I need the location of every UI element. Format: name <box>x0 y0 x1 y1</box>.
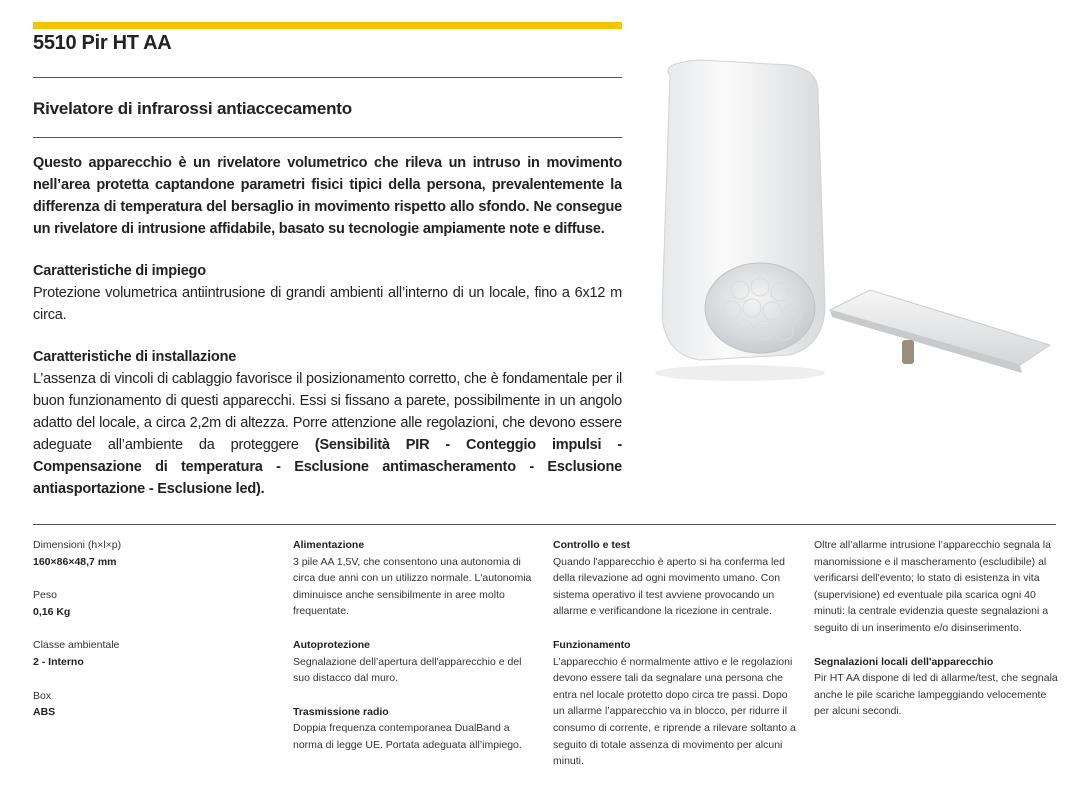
specs-column-operation <box>553 537 798 787</box>
spec-dimensions <box>33 537 278 570</box>
spec-weight <box>33 587 278 620</box>
product-subtitle: Rivelatore di infrarossi antiaccecamento <box>33 99 352 118</box>
spec-title: Segnalazioni locali dell'apparecchio <box>814 655 994 668</box>
specs-divider <box>33 524 1056 525</box>
spec-label: Peso <box>33 589 57 602</box>
spec-label: Box <box>33 689 52 702</box>
section-text: L’assenza di vincoli di cablaggio favorisce il posizionamento corretto, che è fondamentale per il buon funzionamento di questi apparecchi. Essi si fissano a parete, possibilmente in un angolo adatto del locale, a circa 2,2m di altezza. Porre attenzione alle regolazioni, che devono essere adeguate all’ambiente da proteggere <box>33 371 622 453</box>
spec-title: Funzionamento <box>553 638 631 651</box>
spec-text: Pir HT AA dispone di led di allarme/test, che segnala anche le pile scariche lampeggiando velocemente per alcuni secondi. <box>814 672 1058 718</box>
spec-label: Dimensioni (h×l×p) <box>33 539 122 551</box>
specs-column-signals <box>814 537 1059 737</box>
spec-tamper <box>293 637 538 687</box>
spec-text: Segnalazione dell’apertura dell'apparecchio e del suo distacco dal muro. <box>293 655 522 685</box>
spec-operation <box>553 637 798 770</box>
spec-environment-class <box>33 637 278 670</box>
spec-value: 0,16 Kg <box>33 605 71 618</box>
section-usage <box>33 260 622 326</box>
spec-value: ABS <box>33 706 56 719</box>
spec-text: 3 pile AA 1,5V, che consentono una autonomia di circa due anni con un utilizzo normale. L'autonomia diminuisce anche sensibilmente in aree molto frequentate. <box>293 555 532 618</box>
spec-value: 160×86×48,7 mm <box>33 555 117 568</box>
spec-title: Controllo e test <box>553 539 631 551</box>
accent-bar <box>33 22 622 29</box>
settings-list: (Sensibilità PIR - Conteggio impulsi - Compensazione di temperatura - Esclusione antimascheramento - Esclusione antiasportazione - Esclusione led). <box>33 437 622 497</box>
spec-text: Oltre all’allarme intrusione l’apparecchio segnala la manomissione e il mascheramento (escludibile) al verificarsi dell'evento; lo stato di esistenza in vita (supervisione) ed eventuale pila scarica ogni 40 minuti: la centrale evidenzia queste segnalazioni a seguito di un inserimento e/o disinserimento. <box>814 539 1051 634</box>
spec-power <box>293 537 538 620</box>
spec-text: L’apparecchio é normalmente attivo e le regolazioni devono essere tali da segnalare una persona che entra nel locale protetto dopo circa tre passi. Dopo un allarme l’apparecchio va in blocco, per ridurre il consumo di corrente, e riprende a rilevare soltanto a seguito di totale assenza di movimento per alcuni minuti. <box>553 655 796 768</box>
divider <box>33 77 622 78</box>
section-heading: Caratteristiche di installazione <box>33 349 237 365</box>
spec-test <box>553 537 798 620</box>
spec-radio <box>293 704 538 754</box>
spec-title: Autoprotezione <box>293 638 370 651</box>
product-title: 5510 Pir HT AA <box>33 32 172 54</box>
specs-column-power <box>293 537 538 771</box>
spec-text: Quando l'apparecchio è aperto si ha conferma led della rilevazione ad ogni movimento umano. Con sistema operativo il test avviene provocando un allarme e verificandone la ricezione in centrale. <box>553 555 785 618</box>
spec-text: Doppia frequenza contemporanea DualBand a norma di legge UE. Portata adeguata all’impiego. <box>293 722 522 751</box>
pir-motion-detector-image <box>640 55 1060 385</box>
spec-title: Trasmissione radio <box>293 705 389 718</box>
spec-box <box>33 688 278 721</box>
section-installation <box>33 346 622 500</box>
section-text: Protezione volumetrica antiintrusione di grandi ambienti all’interno di un locale, fino a 6x12 m circa. <box>33 285 622 323</box>
spec-local-signals <box>814 654 1059 720</box>
spec-value: 2 - Interno <box>33 655 84 668</box>
specs-column-basic <box>33 537 278 738</box>
spec-label: Classe ambientale <box>33 639 120 652</box>
spec-title: Alimentazione <box>293 539 365 551</box>
lead-paragraph: Questo apparecchio è un rivelatore volumetrico che rileva un intruso in movimento nell’area protetta captandone parametri fisici tipici della persona, prevalentemente la differenza di temperatura del bersaglio in movimento rispetto allo sfondo. Ne consegue un rivelatore di intrusione affidabile, basato su tecnologie ampiamente note e diffuse. <box>33 155 622 237</box>
description <box>33 152 622 520</box>
spec-alarms <box>814 537 1059 637</box>
section-heading: Caratteristiche di impiego <box>33 263 206 279</box>
divider <box>33 137 622 138</box>
